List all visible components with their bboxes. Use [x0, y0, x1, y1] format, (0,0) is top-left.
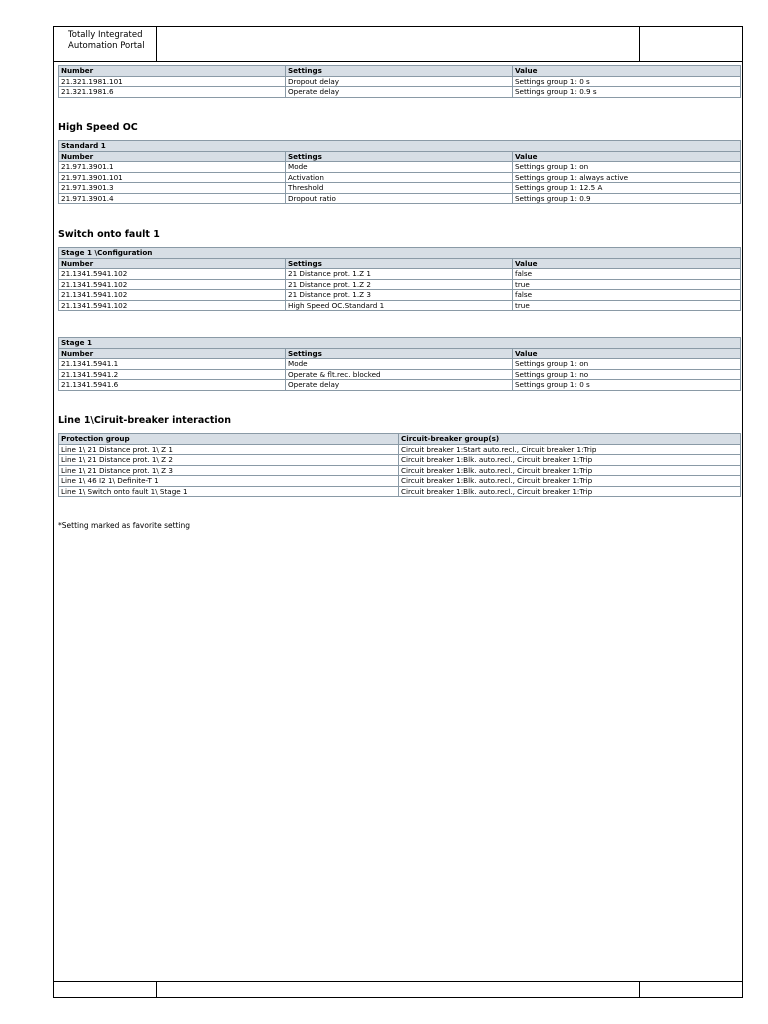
table-caption: Standard 1 [59, 141, 741, 152]
cell-cb-groups: Circuit breaker 1:Start auto.recl., Circuit breaker 1:Trip [399, 444, 741, 455]
table-header-row [59, 151, 741, 162]
table-header-row [59, 66, 741, 77]
header-title-line1: Totally Integrated [68, 30, 143, 40]
column-header: Value [513, 151, 741, 162]
footer-left-cell [54, 982, 157, 997]
cell-value: Settings group 1: 0 s [513, 380, 741, 391]
cell-setting: Mode [286, 359, 513, 370]
table-row [59, 172, 741, 183]
table-caption-row [59, 141, 741, 152]
cell-setting: 21 Distance prot. 1.Z 1 [286, 269, 513, 280]
column-header: Settings [286, 66, 513, 77]
cell-number: 21.1341.5941.102 [59, 300, 286, 311]
cell-setting: Operate delay [286, 380, 513, 391]
cell-cb-groups: Circuit breaker 1:Blk. auto.recl., Circuit breaker 1:Trip [399, 476, 741, 487]
column-header: Value [513, 66, 741, 77]
column-header: Value [513, 348, 741, 359]
table-caption: Stage 1 \Configuration [59, 248, 741, 259]
cell-number: 21.971.3901.3 [59, 183, 286, 194]
cell-value: true [513, 279, 741, 290]
cell-setting: Dropout delay [286, 76, 513, 87]
cell-value: Settings group 1: always active [513, 172, 741, 183]
table-row [59, 76, 741, 87]
footnote: *Setting marked as favorite setting [58, 521, 191, 530]
column-header: Number [59, 151, 286, 162]
column-header: Settings [286, 151, 513, 162]
cell-number: 21.971.3901.101 [59, 172, 286, 183]
cell-setting: Dropout ratio [286, 193, 513, 204]
column-header: Settings [286, 348, 513, 359]
table-row [59, 359, 741, 370]
table-row [59, 455, 741, 466]
cell-number: 21.971.3901.1 [59, 162, 286, 173]
cell-number: 21.971.3901.4 [59, 193, 286, 204]
header-middle-cell [157, 27, 640, 61]
table-header-row [59, 348, 741, 359]
cell-value: true [513, 300, 741, 311]
table-row [59, 444, 741, 455]
cell-value: Settings group 1: 0 s [513, 76, 741, 87]
table-row [59, 380, 741, 391]
header-title-line2: Automation Portal [68, 41, 145, 51]
table-row [59, 183, 741, 194]
column-header: Settings [286, 258, 513, 269]
header-title [54, 27, 157, 61]
cell-protection-group: Line 1\ 46 I2 1\ Definite-T 1 [59, 476, 399, 487]
cell-setting: 21 Distance prot. 1.Z 2 [286, 279, 513, 290]
cell-protection-group: Line 1\ Switch onto fault 1\ Stage 1 [59, 486, 399, 497]
section-title-cb-interaction: Line 1\Ciruit-breaker interaction [58, 415, 231, 426]
cell-number: 21.1341.5941.102 [59, 279, 286, 290]
column-header: Number [59, 66, 286, 77]
table-caption: Stage 1 [59, 338, 741, 349]
section-title-high-speed-oc: High Speed OC [58, 122, 138, 133]
cell-number: 21.1341.5941.102 [59, 269, 286, 280]
column-header: Number [59, 348, 286, 359]
high-speed-oc-table [58, 140, 741, 204]
cell-number: 21.1341.5941.6 [59, 380, 286, 391]
table-row [59, 193, 741, 204]
cell-number: 21.1341.5941.1 [59, 359, 286, 370]
cell-value: false [513, 269, 741, 280]
cell-protection-group: Line 1\ 21 Distance prot. 1\ Z 3 [59, 465, 399, 476]
cell-value: Settings group 1: 12.5 A [513, 183, 741, 194]
table-row [59, 87, 741, 98]
table-header-row [59, 434, 741, 445]
cell-protection-group: Line 1\ 21 Distance prot. 1\ Z 2 [59, 455, 399, 466]
cell-setting: 21 Distance prot. 1.Z 3 [286, 290, 513, 301]
cell-setting: Activation [286, 172, 513, 183]
cell-setting: Operate & flt.rec. blocked [286, 369, 513, 380]
settings-table-continued [58, 65, 741, 98]
page-footer [54, 981, 742, 997]
table-caption-row [59, 338, 741, 349]
cell-value: Settings group 1: on [513, 359, 741, 370]
column-header: Protection group [59, 434, 399, 445]
footer-middle-cell [157, 982, 640, 997]
table-row [59, 486, 741, 497]
section-title-switch-onto-fault: Switch onto fault 1 [58, 229, 160, 240]
table-header-row [59, 258, 741, 269]
column-header: Circuit-breaker group(s) [399, 434, 741, 445]
cell-value: Settings group 1: 0.9 s [513, 87, 741, 98]
switch-onto-fault-config-table [58, 247, 741, 311]
switch-onto-fault-stage-table [58, 337, 741, 391]
column-header: Value [513, 258, 741, 269]
table-row [59, 369, 741, 380]
cell-value: Settings group 1: on [513, 162, 741, 173]
page-header [54, 27, 742, 62]
cell-setting: Operate delay [286, 87, 513, 98]
column-header: Number [59, 258, 286, 269]
cell-setting: Threshold [286, 183, 513, 194]
cell-value: Settings group 1: no [513, 369, 741, 380]
table-row [59, 269, 741, 280]
cell-number: 21.1341.5941.102 [59, 290, 286, 301]
table-caption-row [59, 248, 741, 259]
cell-cb-groups: Circuit breaker 1:Blk. auto.recl., Circuit breaker 1:Trip [399, 465, 741, 476]
table-row [59, 300, 741, 311]
cell-protection-group: Line 1\ 21 Distance prot. 1\ Z 1 [59, 444, 399, 455]
cell-cb-groups: Circuit breaker 1:Blk. auto.recl., Circuit breaker 1:Trip [399, 486, 741, 497]
table-row [59, 279, 741, 290]
table-row [59, 465, 741, 476]
cell-number: 21.321.1981.6 [59, 87, 286, 98]
cell-cb-groups: Circuit breaker 1:Blk. auto.recl., Circuit breaker 1:Trip [399, 455, 741, 466]
cell-number: 21.321.1981.101 [59, 76, 286, 87]
cb-interaction-table [58, 433, 741, 497]
cell-setting: High Speed OC.Standard 1 [286, 300, 513, 311]
cell-number: 21.1341.5941.2 [59, 369, 286, 380]
table-row [59, 162, 741, 173]
table-row [59, 476, 741, 487]
cell-value: Settings group 1: 0.9 [513, 193, 741, 204]
table-row [59, 290, 741, 301]
cell-setting: Mode [286, 162, 513, 173]
cell-value: false [513, 290, 741, 301]
